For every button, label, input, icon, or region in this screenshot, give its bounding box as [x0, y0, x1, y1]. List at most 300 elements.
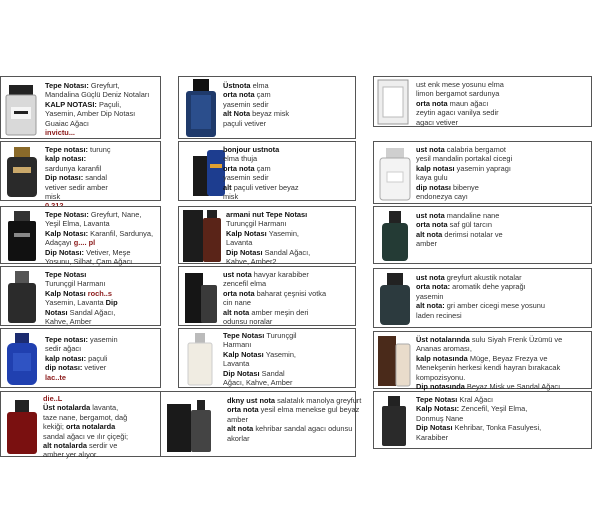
note-line	[223, 119, 355, 128]
note-text: çam	[256, 90, 271, 100]
note-text: kompozisyonu.	[416, 372, 466, 382]
note-line	[416, 164, 591, 173]
note-text: Greyfurt,	[90, 81, 120, 90]
note-text: Adaçayı	[45, 238, 72, 248]
perfume-card-r4c3	[373, 268, 592, 328]
note-line	[223, 81, 355, 90]
note-line	[45, 128, 160, 137]
note-line	[226, 219, 355, 228]
note-label: Tepe Notası	[223, 331, 267, 340]
note-label: Dip	[105, 298, 118, 308]
note-line	[223, 340, 355, 349]
note-line	[45, 238, 160, 247]
note-line	[45, 192, 160, 201]
note-line	[227, 405, 360, 415]
note-line	[223, 279, 355, 288]
note-label: kalp notasında	[416, 353, 470, 363]
perfume-bottle-image	[6, 211, 38, 261]
note-label: Üst notalarda	[43, 403, 93, 413]
note-line	[416, 423, 591, 432]
note-line	[223, 270, 355, 279]
perfume-bottle-image	[380, 396, 408, 446]
note-text: havyar karabiber	[253, 270, 309, 279]
note-line	[45, 248, 160, 257]
note-label: Dip Notası	[223, 368, 262, 378]
note-line	[416, 414, 591, 423]
note-label: kalp notası:	[45, 154, 87, 164]
note-line	[416, 301, 591, 310]
note-text: amber	[416, 239, 437, 249]
note-line	[416, 80, 591, 89]
note-label: Tepe notası:	[45, 335, 91, 344]
note-line	[45, 289, 160, 298]
note-line	[223, 350, 355, 359]
note-line	[45, 145, 160, 154]
note-line	[45, 335, 160, 344]
note-label: Tepe Notası	[416, 395, 460, 404]
perfume-bottle-image	[185, 333, 215, 385]
perfume-bottle-image	[167, 400, 213, 452]
note-label: orta nota	[223, 288, 257, 298]
note-line	[223, 378, 355, 387]
note-text: Yasemin,	[265, 349, 296, 359]
note-line	[226, 229, 355, 238]
note-line	[223, 164, 355, 173]
note-line	[45, 317, 160, 326]
note-text: Mandalina Güçlü Deniz Notaları	[45, 90, 150, 100]
note-text: mandaline nane	[446, 211, 500, 220]
note-line	[43, 450, 160, 459]
note-line	[227, 434, 355, 443]
note-text: Menekşenin herkesi kendi hayran bırakacak	[416, 363, 561, 373]
note-label: kalp notası:	[45, 353, 89, 363]
note-line	[45, 210, 160, 219]
note-label: alt notalarda	[43, 441, 89, 451]
note-line	[45, 81, 160, 90]
perfume-notes-grid	[0, 76, 592, 460]
perfume-card-r3c3	[373, 206, 592, 264]
notes-text	[416, 395, 591, 442]
note-text: Karanfil, Sardunya,	[90, 228, 154, 238]
note-line	[416, 183, 591, 192]
note-text: baharat çeşnisi votka	[256, 288, 327, 298]
note-text: amber yer alıyor.	[43, 450, 99, 460]
note-text: Paçuli,	[98, 99, 122, 109]
note-line	[223, 369, 355, 378]
handwritten-label: die..L	[43, 394, 63, 403]
note-text: paçuli	[88, 353, 108, 363]
note-label: bonjour ustnota	[223, 145, 280, 154]
note-text: yasemin sedir	[223, 99, 269, 109]
notes-text	[45, 81, 160, 137]
note-line	[416, 239, 591, 248]
perfume-card-r6c3	[373, 391, 592, 449]
note-line	[223, 109, 355, 118]
note-text: zencefil elma	[223, 279, 267, 289]
note-text: Ağacı, Kahve, Amber	[223, 378, 293, 388]
note-label: orta nota:	[416, 282, 453, 292]
note-line	[226, 238, 355, 247]
note-line	[416, 118, 591, 127]
note-text: calabria bergamot	[446, 145, 506, 154]
note-text: Kahve, Amber2	[226, 257, 277, 267]
note-line	[43, 432, 160, 441]
note-text: akorlar	[227, 433, 250, 443]
note-line	[45, 279, 160, 288]
note-line	[43, 422, 160, 431]
note-line	[416, 192, 591, 201]
note-line	[45, 100, 160, 109]
note-text: elma thuja	[223, 154, 258, 164]
note-line	[45, 164, 160, 173]
note-label: Üstnota	[223, 81, 253, 90]
note-line	[416, 363, 591, 372]
perfume-bottle-image	[185, 273, 219, 323]
note-label: ust nota	[416, 211, 447, 220]
handwritten-label: g.... pl	[73, 238, 96, 248]
note-label: alt	[223, 182, 234, 192]
note-line	[45, 354, 160, 363]
note-text: Turunçgil	[266, 331, 297, 340]
notes-text	[416, 80, 591, 127]
note-line	[416, 373, 591, 382]
note-line	[45, 229, 160, 238]
note-line	[416, 211, 591, 220]
note-line	[223, 192, 355, 201]
note-text: Karabiber	[416, 432, 449, 442]
notes-text	[226, 210, 355, 266]
note-line	[43, 441, 160, 450]
perfume-card-r6c1	[0, 391, 161, 460]
perfume-bottle-image	[378, 273, 412, 325]
note-line	[416, 230, 591, 239]
note-line	[416, 354, 591, 363]
note-text: bibenye	[452, 182, 479, 192]
perfume-card-r5c3	[373, 331, 592, 392]
notes-text	[223, 81, 355, 128]
perfume-card-r1c1	[0, 76, 161, 139]
note-text: paçuli vetiver	[223, 118, 267, 128]
note-text: yasemin	[416, 291, 444, 301]
perfume-card-r1c2	[178, 76, 356, 139]
note-text: Lavanta	[223, 359, 250, 369]
note-text: Sandal Ağacı,	[264, 247, 311, 257]
notes-text	[227, 396, 362, 443]
note-label: Üst notalarında	[416, 335, 472, 344]
note-text: saf gül tarcın	[449, 220, 492, 230]
perfume-bottle-image	[378, 148, 412, 200]
note-line	[45, 90, 160, 99]
note-text: Yasemin, Lavanta	[45, 298, 106, 308]
note-line	[227, 396, 362, 405]
note-label: ust nota	[416, 145, 447, 154]
perfume-card-r2c1	[0, 141, 161, 201]
note-label: orta nota	[223, 90, 257, 100]
note-text: endonezya cayı	[416, 192, 468, 202]
note-line	[223, 173, 355, 182]
note-label: dkny ust nota	[227, 396, 278, 405]
note-text: Lavanta	[226, 238, 253, 248]
note-label: Kalp Notası	[223, 349, 266, 359]
note-label: orta nota	[416, 220, 450, 230]
note-text: yesil elma menekse gul beyaz	[260, 405, 360, 415]
note-line	[45, 373, 160, 382]
note-text: Müge, Beyaz Frezya ve	[469, 353, 548, 363]
notes-text	[416, 335, 591, 391]
note-line	[43, 394, 160, 403]
note-text: beyaz misk	[252, 109, 290, 119]
note-label: ust nota	[223, 270, 254, 279]
perfume-card-r2c2	[178, 141, 356, 201]
note-label: Dip Notası	[226, 247, 265, 257]
note-line	[223, 154, 355, 163]
note-line	[223, 308, 355, 317]
note-text: Donmuş Nane	[416, 413, 464, 423]
note-label: orta nota	[227, 405, 261, 415]
note-line	[416, 89, 591, 98]
note-label: Kalp Notası	[45, 288, 86, 298]
notes-text	[223, 331, 355, 387]
note-line	[416, 395, 591, 404]
note-line	[416, 292, 591, 301]
perfume-card-r6c2	[160, 391, 362, 457]
note-text: vetiver	[84, 363, 107, 373]
note-line	[416, 311, 591, 320]
note-line	[227, 415, 355, 424]
note-text: derimsi notalar ve	[444, 229, 503, 239]
note-label: Kalp Notası:	[416, 404, 462, 414]
note-text: zeytin agacı vanilya sedir	[416, 108, 499, 118]
note-line	[45, 119, 160, 128]
note-text: Zencefil, Yeşil Elma,	[461, 404, 528, 414]
note-text: aromatik dehe yaprağı	[452, 282, 526, 292]
note-label: Kalp Notası:	[45, 228, 91, 238]
note-label: Tepe Notası:	[45, 81, 91, 90]
note-label: KALP NOTASI:	[45, 99, 99, 109]
notes-text	[45, 270, 160, 326]
notes-text	[223, 270, 355, 326]
notes-text	[416, 211, 591, 249]
note-line	[416, 99, 591, 108]
note-text: Turunçgil Harmanı	[45, 279, 106, 289]
note-text: yasemin yapragı	[456, 163, 511, 173]
note-text: Yasemin,	[268, 228, 299, 238]
note-text: Sandal Ağacı,	[69, 307, 116, 317]
perfume-card-r4c1	[0, 266, 161, 326]
note-text: Harmanı	[223, 340, 252, 350]
perfume-card-r5c1	[0, 328, 161, 388]
note-text: yasemin sedir	[223, 173, 269, 183]
notes-text	[223, 145, 355, 201]
note-text: amber	[227, 414, 248, 424]
note-line	[45, 308, 160, 317]
note-text: Ananas aroması,	[416, 344, 472, 354]
note-text: ust enk mese yosunu elma	[416, 80, 504, 89]
notes-text	[45, 145, 160, 211]
note-label: alt Nota	[223, 109, 253, 119]
note-text: kaya gulu	[416, 173, 448, 183]
handwritten-label: invictu...	[45, 128, 75, 138]
perfume-bottle-image	[183, 210, 223, 262]
note-text: Guaiac Ağacı	[45, 118, 89, 128]
perfume-bottle-image	[193, 150, 227, 198]
handwritten-label: roch..s	[87, 288, 112, 298]
note-text: sardunya karanfil	[45, 163, 102, 173]
note-label: Notası	[45, 307, 70, 317]
note-text: Yeşil Elma, Lavanta	[45, 219, 110, 229]
note-line	[223, 90, 355, 99]
note-line	[416, 154, 591, 163]
note-label: ust nota	[416, 273, 447, 282]
note-label: Dip Notası	[416, 423, 455, 433]
note-text: laden recinesi	[416, 310, 462, 320]
note-label: alt nota	[223, 307, 252, 317]
note-line	[416, 145, 591, 154]
note-text: yasemin	[90, 335, 118, 344]
note-label: alt nota	[227, 424, 256, 434]
note-text: Turunçgil Harmanı	[226, 219, 287, 229]
perfume-bottle-image	[6, 271, 38, 323]
note-line	[45, 270, 160, 279]
note-line	[223, 298, 355, 307]
note-line	[416, 282, 591, 291]
note-line	[416, 108, 591, 117]
note-line	[223, 331, 355, 340]
perfume-bottle-image	[5, 147, 39, 197]
perfume-card-r3c1	[0, 206, 161, 267]
note-text: gri amber cicegi mese yosunu	[446, 301, 545, 311]
note-text: misk	[223, 192, 239, 202]
note-text: sulu Siyah Frenk Üzümü ve	[471, 335, 563, 344]
note-line	[416, 404, 591, 413]
note-line	[416, 344, 591, 353]
note-text: Sandal	[261, 368, 285, 378]
perfume-bottle-image	[183, 79, 219, 137]
note-text: Beyaz Misk ve Sandal Ağacı	[466, 382, 561, 392]
note-text: Vetiver, Meşe	[86, 247, 131, 257]
note-text: odunsu noralar	[223, 317, 273, 327]
note-line	[45, 109, 160, 118]
perfume-card-r4c2	[178, 266, 356, 326]
note-text: turunç	[90, 145, 111, 154]
note-text: kehribar sandal agacı odunsu	[255, 424, 353, 434]
note-line	[45, 298, 160, 307]
note-text: Greyfurt, Nane,	[90, 210, 142, 219]
perfume-bottle-image	[5, 400, 39, 454]
note-label: orta notalarda	[66, 422, 116, 432]
note-line	[223, 145, 355, 154]
perfume-bottle-image	[377, 79, 409, 125]
note-label: orta nota	[416, 98, 450, 108]
perfume-bottle-image	[5, 333, 39, 385]
note-text: salatalık manolya greyfurt	[277, 396, 362, 405]
note-line	[45, 173, 160, 182]
notes-text	[45, 335, 160, 382]
note-text: misk	[45, 192, 61, 202]
note-text: greyfurt akustik notalar	[446, 273, 522, 282]
note-text: sandal	[85, 173, 108, 183]
perfume-card-r2c3	[373, 141, 592, 204]
note-line	[45, 154, 160, 163]
note-line	[223, 289, 355, 298]
note-line	[45, 363, 160, 372]
note-text: amber meşin deri	[251, 307, 309, 317]
perfume-bottle-image	[380, 211, 410, 261]
note-line	[416, 433, 591, 442]
note-line	[43, 413, 160, 422]
note-line	[416, 273, 591, 282]
note-text: Kehribar, Tonka Fasulyesi,	[454, 423, 542, 433]
note-line	[416, 173, 591, 182]
note-label: dip notası	[416, 182, 453, 192]
notes-text	[43, 394, 160, 460]
note-text: limon bergamot sardunya	[416, 89, 500, 99]
perfume-card-r5c2	[178, 328, 356, 388]
note-text: sandal ağacı ve ılır çiçeği;	[43, 431, 129, 441]
note-label: alt nota:	[416, 301, 447, 311]
note-line	[45, 183, 160, 192]
notes-text	[416, 145, 591, 201]
note-label: Dip notasında	[416, 382, 467, 392]
note-line	[226, 248, 355, 257]
perfume-card-r1c3	[373, 76, 592, 127]
note-label: armani nut Tepe Notası	[226, 210, 308, 219]
note-text: elma	[252, 81, 269, 90]
note-text: Yasemin, Amber Dip Notası	[45, 109, 136, 119]
note-text: maun ağacı	[449, 98, 489, 108]
note-label: Dip Notası:	[45, 247, 87, 257]
note-line	[416, 220, 591, 229]
note-line	[227, 424, 355, 433]
note-text: sedir ağacı	[45, 344, 82, 354]
note-text: paçuli vetiver beyaz	[233, 182, 299, 192]
note-text: Kral Ağacı	[459, 395, 494, 404]
note-line	[223, 100, 355, 109]
perfume-card-r3c2	[178, 206, 356, 267]
note-text: vetiver sedir amber	[45, 182, 108, 192]
note-text: lavanta,	[92, 403, 119, 413]
note-line	[416, 335, 591, 344]
handwritten-label: lac..te	[45, 372, 66, 382]
perfume-bottle-image	[3, 85, 39, 135]
note-text: Yosunu, Silhat, Çam Ağacı	[45, 257, 133, 267]
note-line	[226, 210, 355, 219]
note-label: Tepe notası:	[45, 145, 91, 154]
note-text: çam	[256, 163, 271, 173]
note-label: Dip notası:	[45, 173, 86, 183]
note-text: serdir ve	[89, 441, 118, 451]
note-text: cin nane	[223, 298, 251, 308]
note-label: Kalp Notası	[226, 228, 269, 238]
note-text: Kahve, Amber	[45, 317, 92, 327]
note-label: alt nota	[416, 229, 445, 239]
note-line	[223, 359, 355, 368]
note-text: yesil mandalin portakal cicegi	[416, 154, 513, 164]
note-line	[223, 183, 355, 192]
note-label: kalp notası	[416, 163, 457, 173]
note-line	[43, 403, 160, 412]
note-label: dip notası:	[45, 363, 85, 373]
note-text: agacı vetiver	[416, 117, 458, 127]
note-label: orta nota	[223, 163, 257, 173]
note-text: taze nane, bergamot, dağ	[43, 412, 128, 422]
notes-text	[416, 273, 591, 320]
note-label: Tepe Notası	[45, 270, 87, 279]
notes-text	[45, 210, 160, 266]
perfume-bottle-image	[378, 336, 412, 386]
note-line	[45, 219, 160, 228]
note-label: Tepe Notası:	[45, 210, 91, 219]
